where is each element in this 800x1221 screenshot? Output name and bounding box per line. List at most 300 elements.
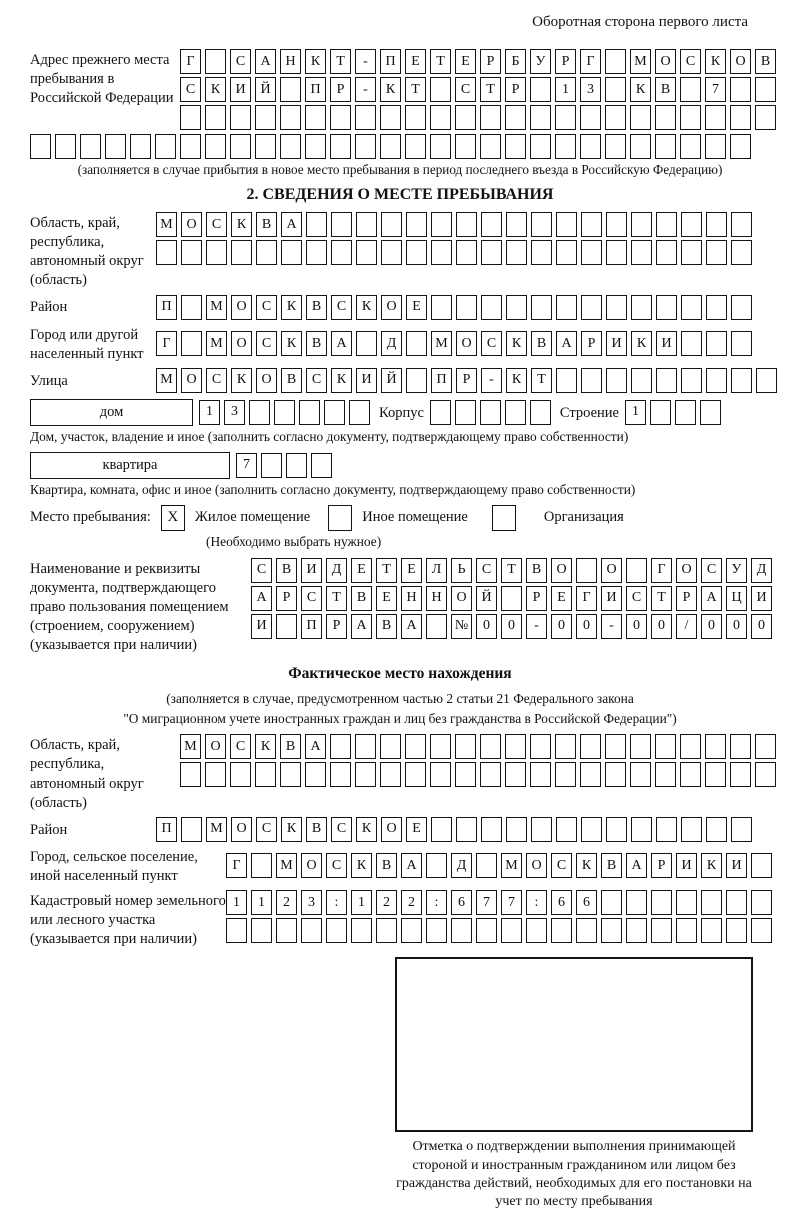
char-box[interactable] — [755, 105, 776, 130]
char-box[interactable]: К — [356, 295, 377, 320]
char-box[interactable] — [505, 134, 526, 159]
char-box[interactable] — [230, 134, 251, 159]
char-box[interactable] — [431, 212, 452, 237]
char-box[interactable]: Й — [381, 368, 402, 393]
char-box[interactable]: И — [726, 853, 747, 878]
char-box[interactable] — [556, 817, 577, 842]
char-box[interactable]: У — [726, 558, 747, 583]
char-box[interactable] — [306, 212, 327, 237]
char-box[interactable] — [376, 918, 397, 943]
char-box[interactable]: О — [231, 295, 252, 320]
char-box[interactable]: О — [526, 853, 547, 878]
char-box[interactable] — [255, 105, 276, 130]
char-box[interactable]: О — [601, 558, 622, 583]
char-box[interactable] — [156, 240, 177, 265]
char-box[interactable]: Н — [280, 49, 301, 74]
char-box[interactable] — [305, 105, 326, 130]
char-box[interactable] — [349, 400, 370, 425]
char-box[interactable]: Р — [505, 77, 526, 102]
char-box[interactable] — [730, 134, 751, 159]
char-box[interactable]: М — [206, 817, 227, 842]
char-box[interactable]: К — [631, 331, 652, 356]
char-box[interactable] — [630, 105, 651, 130]
char-box[interactable] — [526, 918, 547, 943]
char-box[interactable] — [431, 817, 452, 842]
char-box[interactable]: 7 — [236, 453, 257, 478]
char-box[interactable] — [480, 105, 501, 130]
char-box[interactable] — [276, 614, 297, 639]
char-box[interactable] — [330, 105, 351, 130]
char-box[interactable] — [680, 105, 701, 130]
char-box[interactable]: 1 — [555, 77, 576, 102]
char-box[interactable]: Д — [326, 558, 347, 583]
char-box[interactable] — [706, 817, 727, 842]
char-box[interactable] — [456, 212, 477, 237]
char-box[interactable]: С — [306, 368, 327, 393]
char-box[interactable]: И — [601, 586, 622, 611]
char-box[interactable]: И — [301, 558, 322, 583]
char-box[interactable]: К — [506, 331, 527, 356]
char-box[interactable] — [730, 734, 751, 759]
char-box[interactable] — [755, 762, 776, 787]
char-box[interactable] — [180, 134, 201, 159]
char-box[interactable]: : — [326, 890, 347, 915]
char-box[interactable]: С — [326, 853, 347, 878]
char-box[interactable]: К — [255, 734, 276, 759]
char-box[interactable] — [430, 105, 451, 130]
char-box[interactable] — [280, 77, 301, 102]
char-box[interactable] — [206, 240, 227, 265]
stay-type-checkbox-organization[interactable] — [492, 505, 516, 531]
char-box[interactable]: Г — [580, 49, 601, 74]
char-box[interactable] — [351, 918, 372, 943]
char-box[interactable] — [705, 762, 726, 787]
char-box[interactable]: С — [251, 558, 272, 583]
char-box[interactable] — [601, 918, 622, 943]
char-box[interactable] — [751, 918, 772, 943]
char-box[interactable] — [675, 400, 696, 425]
char-box[interactable] — [706, 368, 727, 393]
char-box[interactable] — [286, 453, 307, 478]
char-box[interactable] — [731, 817, 752, 842]
char-box[interactable]: С — [206, 368, 227, 393]
char-box[interactable] — [455, 134, 476, 159]
char-box[interactable] — [326, 918, 347, 943]
char-box[interactable] — [731, 295, 752, 320]
char-box[interactable] — [606, 368, 627, 393]
char-box[interactable] — [455, 105, 476, 130]
char-box[interactable] — [505, 734, 526, 759]
char-box[interactable] — [555, 762, 576, 787]
char-box[interactable]: 3 — [301, 890, 322, 915]
char-box[interactable]: И — [356, 368, 377, 393]
char-box[interactable]: С — [256, 331, 277, 356]
char-box[interactable]: - — [481, 368, 502, 393]
char-box[interactable]: Т — [651, 586, 672, 611]
char-box[interactable] — [531, 212, 552, 237]
char-box[interactable] — [751, 853, 772, 878]
char-box[interactable]: К — [231, 212, 252, 237]
char-box[interactable] — [730, 77, 751, 102]
char-box[interactable] — [476, 853, 497, 878]
char-box[interactable] — [581, 368, 602, 393]
char-box[interactable] — [355, 734, 376, 759]
char-box[interactable] — [456, 817, 477, 842]
char-box[interactable]: Е — [455, 49, 476, 74]
char-box[interactable]: П — [156, 817, 177, 842]
char-box[interactable]: 2 — [276, 890, 297, 915]
char-box[interactable] — [405, 105, 426, 130]
char-box[interactable] — [356, 331, 377, 356]
char-box[interactable] — [651, 918, 672, 943]
char-box[interactable] — [406, 240, 427, 265]
char-box[interactable]: К — [305, 49, 326, 74]
char-box[interactable]: Г — [156, 331, 177, 356]
char-box[interactable] — [251, 918, 272, 943]
char-box[interactable] — [430, 400, 451, 425]
char-box[interactable]: - — [355, 49, 376, 74]
char-box[interactable] — [181, 295, 202, 320]
char-box[interactable] — [226, 918, 247, 943]
char-box[interactable]: К — [281, 817, 302, 842]
char-box[interactable]: А — [351, 614, 372, 639]
char-box[interactable]: 1 — [199, 400, 220, 425]
char-box[interactable] — [656, 212, 677, 237]
char-box[interactable] — [455, 734, 476, 759]
char-box[interactable] — [430, 762, 451, 787]
char-box[interactable] — [631, 212, 652, 237]
char-box[interactable]: Е — [406, 817, 427, 842]
char-box[interactable]: М — [156, 368, 177, 393]
char-box[interactable] — [405, 734, 426, 759]
char-box[interactable] — [556, 212, 577, 237]
char-box[interactable]: Й — [255, 77, 276, 102]
char-box[interactable] — [706, 331, 727, 356]
char-box[interactable]: П — [431, 368, 452, 393]
char-box[interactable] — [381, 240, 402, 265]
char-box[interactable] — [356, 240, 377, 265]
char-box[interactable] — [726, 918, 747, 943]
char-box[interactable] — [605, 734, 626, 759]
char-box[interactable]: О — [381, 817, 402, 842]
house-type-box[interactable]: дом — [30, 399, 193, 426]
char-box[interactable] — [505, 400, 526, 425]
char-box[interactable] — [680, 134, 701, 159]
char-box[interactable]: Т — [376, 558, 397, 583]
char-box[interactable]: - — [601, 614, 622, 639]
char-box[interactable]: С — [256, 295, 277, 320]
char-box[interactable] — [605, 49, 626, 74]
char-box[interactable]: О — [231, 331, 252, 356]
char-box[interactable]: В — [306, 295, 327, 320]
char-box[interactable] — [630, 134, 651, 159]
char-box[interactable] — [555, 734, 576, 759]
char-box[interactable] — [480, 762, 501, 787]
char-box[interactable] — [181, 817, 202, 842]
char-box[interactable] — [581, 295, 602, 320]
char-box[interactable] — [299, 400, 320, 425]
char-box[interactable] — [631, 817, 652, 842]
char-box[interactable] — [405, 134, 426, 159]
char-box[interactable]: Р — [456, 368, 477, 393]
char-box[interactable] — [726, 890, 747, 915]
char-box[interactable] — [581, 817, 602, 842]
char-box[interactable]: А — [401, 853, 422, 878]
char-box[interactable]: Р — [581, 331, 602, 356]
char-box[interactable] — [426, 853, 447, 878]
char-box[interactable]: О — [231, 817, 252, 842]
char-box[interactable] — [255, 762, 276, 787]
char-box[interactable]: Е — [351, 558, 372, 583]
char-box[interactable] — [701, 890, 722, 915]
char-box[interactable]: 0 — [726, 614, 747, 639]
char-box[interactable] — [356, 212, 377, 237]
char-box[interactable]: В — [256, 212, 277, 237]
char-box[interactable] — [681, 295, 702, 320]
char-box[interactable]: В — [276, 558, 297, 583]
char-box[interactable] — [130, 134, 151, 159]
char-box[interactable]: Р — [326, 614, 347, 639]
char-box[interactable] — [705, 134, 726, 159]
char-box[interactable]: Р — [651, 853, 672, 878]
char-box[interactable]: О — [456, 331, 477, 356]
char-box[interactable]: С — [256, 817, 277, 842]
char-box[interactable]: 2 — [376, 890, 397, 915]
char-box[interactable] — [105, 134, 126, 159]
char-box[interactable]: О — [181, 368, 202, 393]
char-box[interactable]: 7 — [476, 890, 497, 915]
char-box[interactable]: 1 — [226, 890, 247, 915]
char-box[interactable]: П — [301, 614, 322, 639]
char-box[interactable] — [249, 400, 270, 425]
char-box[interactable]: Р — [676, 586, 697, 611]
char-box[interactable]: Р — [330, 77, 351, 102]
char-box[interactable] — [701, 918, 722, 943]
char-box[interactable] — [706, 240, 727, 265]
char-box[interactable] — [581, 212, 602, 237]
char-box[interactable]: : — [526, 890, 547, 915]
char-box[interactable] — [455, 762, 476, 787]
char-box[interactable] — [355, 134, 376, 159]
char-box[interactable] — [681, 212, 702, 237]
char-box[interactable]: И — [606, 331, 627, 356]
char-box[interactable] — [355, 105, 376, 130]
char-box[interactable] — [330, 734, 351, 759]
char-box[interactable]: Е — [406, 295, 427, 320]
char-box[interactable]: Е — [401, 558, 422, 583]
char-box[interactable] — [455, 400, 476, 425]
char-box[interactable] — [606, 240, 627, 265]
char-box[interactable]: К — [506, 368, 527, 393]
char-box[interactable] — [451, 918, 472, 943]
char-box[interactable]: Е — [376, 586, 397, 611]
char-box[interactable]: 0 — [476, 614, 497, 639]
char-box[interactable] — [606, 295, 627, 320]
char-box[interactable] — [580, 134, 601, 159]
char-box[interactable]: Ц — [726, 586, 747, 611]
char-box[interactable] — [280, 762, 301, 787]
char-box[interactable]: У — [530, 49, 551, 74]
char-box[interactable]: 6 — [451, 890, 472, 915]
char-box[interactable] — [705, 105, 726, 130]
char-box[interactable]: 1 — [351, 890, 372, 915]
char-box[interactable] — [231, 240, 252, 265]
char-box[interactable] — [606, 817, 627, 842]
char-box[interactable]: И — [676, 853, 697, 878]
char-box[interactable]: К — [281, 295, 302, 320]
char-box[interactable]: С — [331, 295, 352, 320]
char-box[interactable] — [631, 295, 652, 320]
char-box[interactable] — [631, 240, 652, 265]
char-box[interactable]: А — [556, 331, 577, 356]
char-box[interactable]: В — [601, 853, 622, 878]
char-box[interactable] — [80, 134, 101, 159]
char-box[interactable] — [481, 212, 502, 237]
char-box[interactable] — [501, 918, 522, 943]
char-box[interactable]: В — [280, 734, 301, 759]
char-box[interactable]: В — [531, 331, 552, 356]
char-box[interactable] — [330, 762, 351, 787]
char-box[interactable] — [681, 817, 702, 842]
char-box[interactable] — [230, 762, 251, 787]
apartment-type-box[interactable]: квартира — [30, 452, 230, 479]
char-box[interactable]: Е — [551, 586, 572, 611]
char-box[interactable]: П — [380, 49, 401, 74]
char-box[interactable] — [555, 134, 576, 159]
char-box[interactable] — [280, 134, 301, 159]
char-box[interactable] — [506, 295, 527, 320]
char-box[interactable] — [506, 240, 527, 265]
char-box[interactable]: 0 — [651, 614, 672, 639]
char-box[interactable] — [530, 105, 551, 130]
char-box[interactable]: 6 — [551, 890, 572, 915]
char-box[interactable]: Е — [405, 49, 426, 74]
char-box[interactable] — [680, 77, 701, 102]
char-box[interactable]: Т — [330, 49, 351, 74]
char-box[interactable] — [680, 762, 701, 787]
char-box[interactable]: Г — [226, 853, 247, 878]
char-box[interactable]: С — [476, 558, 497, 583]
char-box[interactable]: Б — [505, 49, 526, 74]
char-box[interactable]: К — [331, 368, 352, 393]
char-box[interactable] — [680, 734, 701, 759]
char-box[interactable] — [656, 368, 677, 393]
char-box[interactable]: М — [206, 331, 227, 356]
char-box[interactable]: А — [255, 49, 276, 74]
char-box[interactable]: С — [680, 49, 701, 74]
char-box[interactable]: 7 — [705, 77, 726, 102]
char-box[interactable]: С — [206, 212, 227, 237]
char-box[interactable] — [605, 77, 626, 102]
char-box[interactable] — [705, 734, 726, 759]
char-box[interactable]: К — [380, 77, 401, 102]
char-box[interactable] — [481, 295, 502, 320]
char-box[interactable]: О — [256, 368, 277, 393]
char-box[interactable]: П — [156, 295, 177, 320]
char-box[interactable] — [676, 918, 697, 943]
char-box[interactable] — [230, 105, 251, 130]
char-box[interactable]: К — [231, 368, 252, 393]
char-box[interactable] — [355, 762, 376, 787]
char-box[interactable] — [480, 734, 501, 759]
char-box[interactable] — [380, 734, 401, 759]
char-box[interactable] — [531, 817, 552, 842]
char-box[interactable]: О — [381, 295, 402, 320]
char-box[interactable] — [655, 134, 676, 159]
char-box[interactable]: П — [305, 77, 326, 102]
char-box[interactable]: К — [630, 77, 651, 102]
char-box[interactable] — [430, 77, 451, 102]
char-box[interactable]: В — [655, 77, 676, 102]
char-box[interactable] — [580, 105, 601, 130]
char-box[interactable]: С — [331, 817, 352, 842]
char-box[interactable]: С — [455, 77, 476, 102]
char-box[interactable] — [751, 890, 772, 915]
char-box[interactable] — [556, 240, 577, 265]
stay-type-checkbox-other[interactable] — [328, 505, 352, 531]
char-box[interactable] — [406, 368, 427, 393]
char-box[interactable]: 2 — [401, 890, 422, 915]
char-box[interactable]: Т — [405, 77, 426, 102]
char-box[interactable]: С — [701, 558, 722, 583]
char-box[interactable]: Р — [480, 49, 501, 74]
char-box[interactable] — [676, 890, 697, 915]
char-box[interactable] — [305, 762, 326, 787]
char-box[interactable]: К — [356, 817, 377, 842]
char-box[interactable] — [605, 762, 626, 787]
char-box[interactable]: 0 — [501, 614, 522, 639]
char-box[interactable]: В — [755, 49, 776, 74]
char-box[interactable] — [480, 400, 501, 425]
char-box[interactable] — [481, 240, 502, 265]
char-box[interactable]: № — [451, 614, 472, 639]
char-box[interactable] — [506, 212, 527, 237]
char-box[interactable] — [656, 295, 677, 320]
char-box[interactable]: 3 — [224, 400, 245, 425]
char-box[interactable] — [480, 134, 501, 159]
char-box[interactable]: Г — [576, 586, 597, 611]
char-box[interactable] — [261, 453, 282, 478]
char-box[interactable] — [30, 134, 51, 159]
char-box[interactable] — [456, 240, 477, 265]
char-box[interactable] — [406, 212, 427, 237]
char-box[interactable]: В — [306, 817, 327, 842]
char-box[interactable] — [555, 105, 576, 130]
char-box[interactable] — [205, 134, 226, 159]
char-box[interactable]: Г — [651, 558, 672, 583]
char-box[interactable] — [530, 400, 551, 425]
char-box[interactable]: Д — [751, 558, 772, 583]
char-box[interactable] — [650, 400, 671, 425]
char-box[interactable] — [280, 105, 301, 130]
char-box[interactable] — [551, 918, 572, 943]
char-box[interactable]: Т — [501, 558, 522, 583]
char-box[interactable] — [505, 762, 526, 787]
char-box[interactable] — [580, 734, 601, 759]
char-box[interactable] — [531, 240, 552, 265]
char-box[interactable] — [301, 918, 322, 943]
char-box[interactable] — [431, 295, 452, 320]
char-box[interactable] — [430, 134, 451, 159]
char-box[interactable]: 1 — [625, 400, 646, 425]
char-box[interactable]: В — [526, 558, 547, 583]
char-box[interactable]: К — [281, 331, 302, 356]
char-box[interactable] — [700, 400, 721, 425]
char-box[interactable]: 7 — [501, 890, 522, 915]
char-box[interactable] — [331, 212, 352, 237]
char-box[interactable] — [706, 295, 727, 320]
char-box[interactable] — [681, 368, 702, 393]
